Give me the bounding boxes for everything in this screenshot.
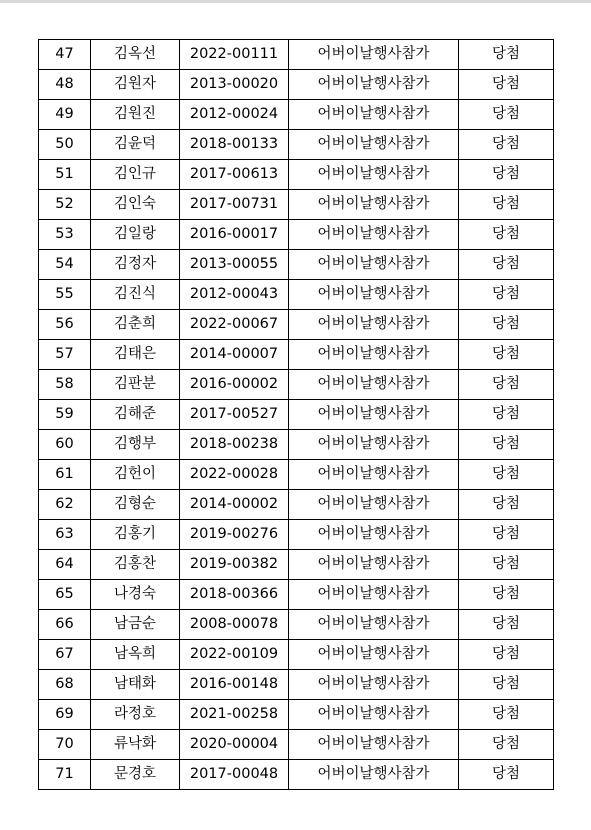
member-id-cell: 2017-00048 xyxy=(180,760,289,790)
row-number-cell: 50 xyxy=(39,130,91,160)
result-cell: 당첨 xyxy=(459,250,554,280)
name-cell: 김홍찬 xyxy=(91,550,180,580)
event-cell: 어버이날행사참가 xyxy=(289,580,459,610)
name-cell: 김판분 xyxy=(91,370,180,400)
table-row xyxy=(39,610,554,640)
result-cell: 당첨 xyxy=(459,310,554,340)
table-row xyxy=(39,520,554,550)
table-row xyxy=(39,640,554,670)
row-number-cell: 47 xyxy=(39,40,91,70)
member-id-cell: 2008-00078 xyxy=(180,610,289,640)
member-id-cell: 2022-00111 xyxy=(180,40,289,70)
row-number-cell: 61 xyxy=(39,460,91,490)
event-cell: 어버이날행사참가 xyxy=(289,250,459,280)
row-number-cell: 53 xyxy=(39,220,91,250)
table-row xyxy=(39,370,554,400)
table-row xyxy=(39,130,554,160)
name-cell: 김태은 xyxy=(91,340,180,370)
row-number-cell: 55 xyxy=(39,280,91,310)
member-id-cell: 2017-00613 xyxy=(180,160,289,190)
name-cell: 김해준 xyxy=(91,400,180,430)
member-id-cell: 2016-00017 xyxy=(180,220,289,250)
event-cell: 어버이날행사참가 xyxy=(289,190,459,220)
result-cell: 당첨 xyxy=(459,700,554,730)
name-cell: 김인숙 xyxy=(91,190,180,220)
result-cell: 당첨 xyxy=(459,640,554,670)
winners-table xyxy=(38,39,554,790)
result-cell: 당첨 xyxy=(459,190,554,220)
page-top-border xyxy=(0,0,591,3)
row-number-cell: 49 xyxy=(39,100,91,130)
table-row xyxy=(39,70,554,100)
event-cell: 어버이날행사참가 xyxy=(289,70,459,100)
member-id-cell: 2021-00258 xyxy=(180,700,289,730)
row-number-cell: 51 xyxy=(39,160,91,190)
result-cell: 당첨 xyxy=(459,220,554,250)
row-number-cell: 52 xyxy=(39,190,91,220)
result-cell: 당첨 xyxy=(459,730,554,760)
event-cell: 어버이날행사참가 xyxy=(289,640,459,670)
member-id-cell: 2022-00109 xyxy=(180,640,289,670)
row-number-cell: 67 xyxy=(39,640,91,670)
result-cell: 당첨 xyxy=(459,760,554,790)
event-cell: 어버이날행사참가 xyxy=(289,430,459,460)
name-cell: 나경숙 xyxy=(91,580,180,610)
result-cell: 당첨 xyxy=(459,550,554,580)
member-id-cell: 2012-00024 xyxy=(180,100,289,130)
name-cell: 남태화 xyxy=(91,670,180,700)
result-cell: 당첨 xyxy=(459,160,554,190)
member-id-cell: 2018-00133 xyxy=(180,130,289,160)
result-cell: 당첨 xyxy=(459,70,554,100)
row-number-cell: 65 xyxy=(39,580,91,610)
name-cell: 류낙화 xyxy=(91,730,180,760)
name-cell: 남금순 xyxy=(91,610,180,640)
event-cell: 어버이날행사참가 xyxy=(289,400,459,430)
table-row xyxy=(39,100,554,130)
member-id-cell: 2020-00004 xyxy=(180,730,289,760)
row-number-cell: 59 xyxy=(39,400,91,430)
table-row xyxy=(39,430,554,460)
member-id-cell: 2019-00382 xyxy=(180,550,289,580)
member-id-cell: 2014-00007 xyxy=(180,340,289,370)
result-cell: 당첨 xyxy=(459,40,554,70)
event-cell: 어버이날행사참가 xyxy=(289,220,459,250)
member-id-cell: 2017-00527 xyxy=(180,400,289,430)
table-row xyxy=(39,670,554,700)
event-cell: 어버이날행사참가 xyxy=(289,310,459,340)
name-cell: 김행부 xyxy=(91,430,180,460)
table-row xyxy=(39,40,554,70)
member-id-cell: 2018-00238 xyxy=(180,430,289,460)
row-number-cell: 69 xyxy=(39,700,91,730)
winners-table-body xyxy=(39,40,554,790)
name-cell: 문경호 xyxy=(91,760,180,790)
row-number-cell: 70 xyxy=(39,730,91,760)
name-cell: 김옥선 xyxy=(91,40,180,70)
row-number-cell: 48 xyxy=(39,70,91,100)
event-cell: 어버이날행사참가 xyxy=(289,520,459,550)
name-cell: 김원자 xyxy=(91,70,180,100)
result-cell: 당첨 xyxy=(459,130,554,160)
event-cell: 어버이날행사참가 xyxy=(289,550,459,580)
row-number-cell: 60 xyxy=(39,430,91,460)
row-number-cell: 62 xyxy=(39,490,91,520)
member-id-cell: 2017-00731 xyxy=(180,190,289,220)
table-row xyxy=(39,550,554,580)
name-cell: 김형순 xyxy=(91,490,180,520)
event-cell: 어버이날행사참가 xyxy=(289,460,459,490)
member-id-cell: 2013-00020 xyxy=(180,70,289,100)
name-cell: 김윤덕 xyxy=(91,130,180,160)
row-number-cell: 57 xyxy=(39,340,91,370)
result-cell: 당첨 xyxy=(459,370,554,400)
result-cell: 당첨 xyxy=(459,490,554,520)
event-cell: 어버이날행사참가 xyxy=(289,700,459,730)
member-id-cell: 2014-00002 xyxy=(180,490,289,520)
table-row xyxy=(39,490,554,520)
row-number-cell: 63 xyxy=(39,520,91,550)
name-cell: 김정자 xyxy=(91,250,180,280)
result-cell: 당첨 xyxy=(459,460,554,490)
name-cell: 김춘희 xyxy=(91,310,180,340)
table-row xyxy=(39,760,554,790)
member-id-cell: 2016-00148 xyxy=(180,670,289,700)
result-cell: 당첨 xyxy=(459,400,554,430)
table-row xyxy=(39,700,554,730)
member-id-cell: 2012-00043 xyxy=(180,280,289,310)
member-id-cell: 2018-00366 xyxy=(180,580,289,610)
name-cell: 남옥희 xyxy=(91,640,180,670)
name-cell: 김홍기 xyxy=(91,520,180,550)
name-cell: 라정호 xyxy=(91,700,180,730)
table-row xyxy=(39,280,554,310)
event-cell: 어버이날행사참가 xyxy=(289,760,459,790)
table-row xyxy=(39,250,554,280)
event-cell: 어버이날행사참가 xyxy=(289,610,459,640)
result-cell: 당첨 xyxy=(459,280,554,310)
event-cell: 어버이날행사참가 xyxy=(289,730,459,760)
table-row xyxy=(39,400,554,430)
row-number-cell: 54 xyxy=(39,250,91,280)
result-cell: 당첨 xyxy=(459,340,554,370)
event-cell: 어버이날행사참가 xyxy=(289,490,459,520)
member-id-cell: 2019-00276 xyxy=(180,520,289,550)
event-cell: 어버이날행사참가 xyxy=(289,280,459,310)
event-cell: 어버이날행사참가 xyxy=(289,160,459,190)
member-id-cell: 2022-00067 xyxy=(180,310,289,340)
name-cell: 김일랑 xyxy=(91,220,180,250)
member-id-cell: 2016-00002 xyxy=(180,370,289,400)
row-number-cell: 56 xyxy=(39,310,91,340)
result-cell: 당첨 xyxy=(459,430,554,460)
event-cell: 어버이날행사참가 xyxy=(289,100,459,130)
table-row xyxy=(39,730,554,760)
row-number-cell: 66 xyxy=(39,610,91,640)
result-cell: 당첨 xyxy=(459,670,554,700)
event-cell: 어버이날행사참가 xyxy=(289,130,459,160)
table-row xyxy=(39,190,554,220)
table-row xyxy=(39,160,554,190)
result-cell: 당첨 xyxy=(459,100,554,130)
member-id-cell: 2013-00055 xyxy=(180,250,289,280)
table-row xyxy=(39,460,554,490)
row-number-cell: 71 xyxy=(39,760,91,790)
row-number-cell: 68 xyxy=(39,670,91,700)
result-cell: 당첨 xyxy=(459,520,554,550)
row-number-cell: 58 xyxy=(39,370,91,400)
event-cell: 어버이날행사참가 xyxy=(289,370,459,400)
event-cell: 어버이날행사참가 xyxy=(289,340,459,370)
name-cell: 김원진 xyxy=(91,100,180,130)
result-cell: 당첨 xyxy=(459,610,554,640)
result-cell: 당첨 xyxy=(459,580,554,610)
table-row xyxy=(39,340,554,370)
name-cell: 김진식 xyxy=(91,280,180,310)
name-cell: 김헌이 xyxy=(91,460,180,490)
event-cell: 어버이날행사참가 xyxy=(289,670,459,700)
row-number-cell: 64 xyxy=(39,550,91,580)
table-row xyxy=(39,220,554,250)
table-row xyxy=(39,310,554,340)
member-id-cell: 2022-00028 xyxy=(180,460,289,490)
event-cell: 어버이날행사참가 xyxy=(289,40,459,70)
name-cell: 김인규 xyxy=(91,160,180,190)
table-row xyxy=(39,580,554,610)
